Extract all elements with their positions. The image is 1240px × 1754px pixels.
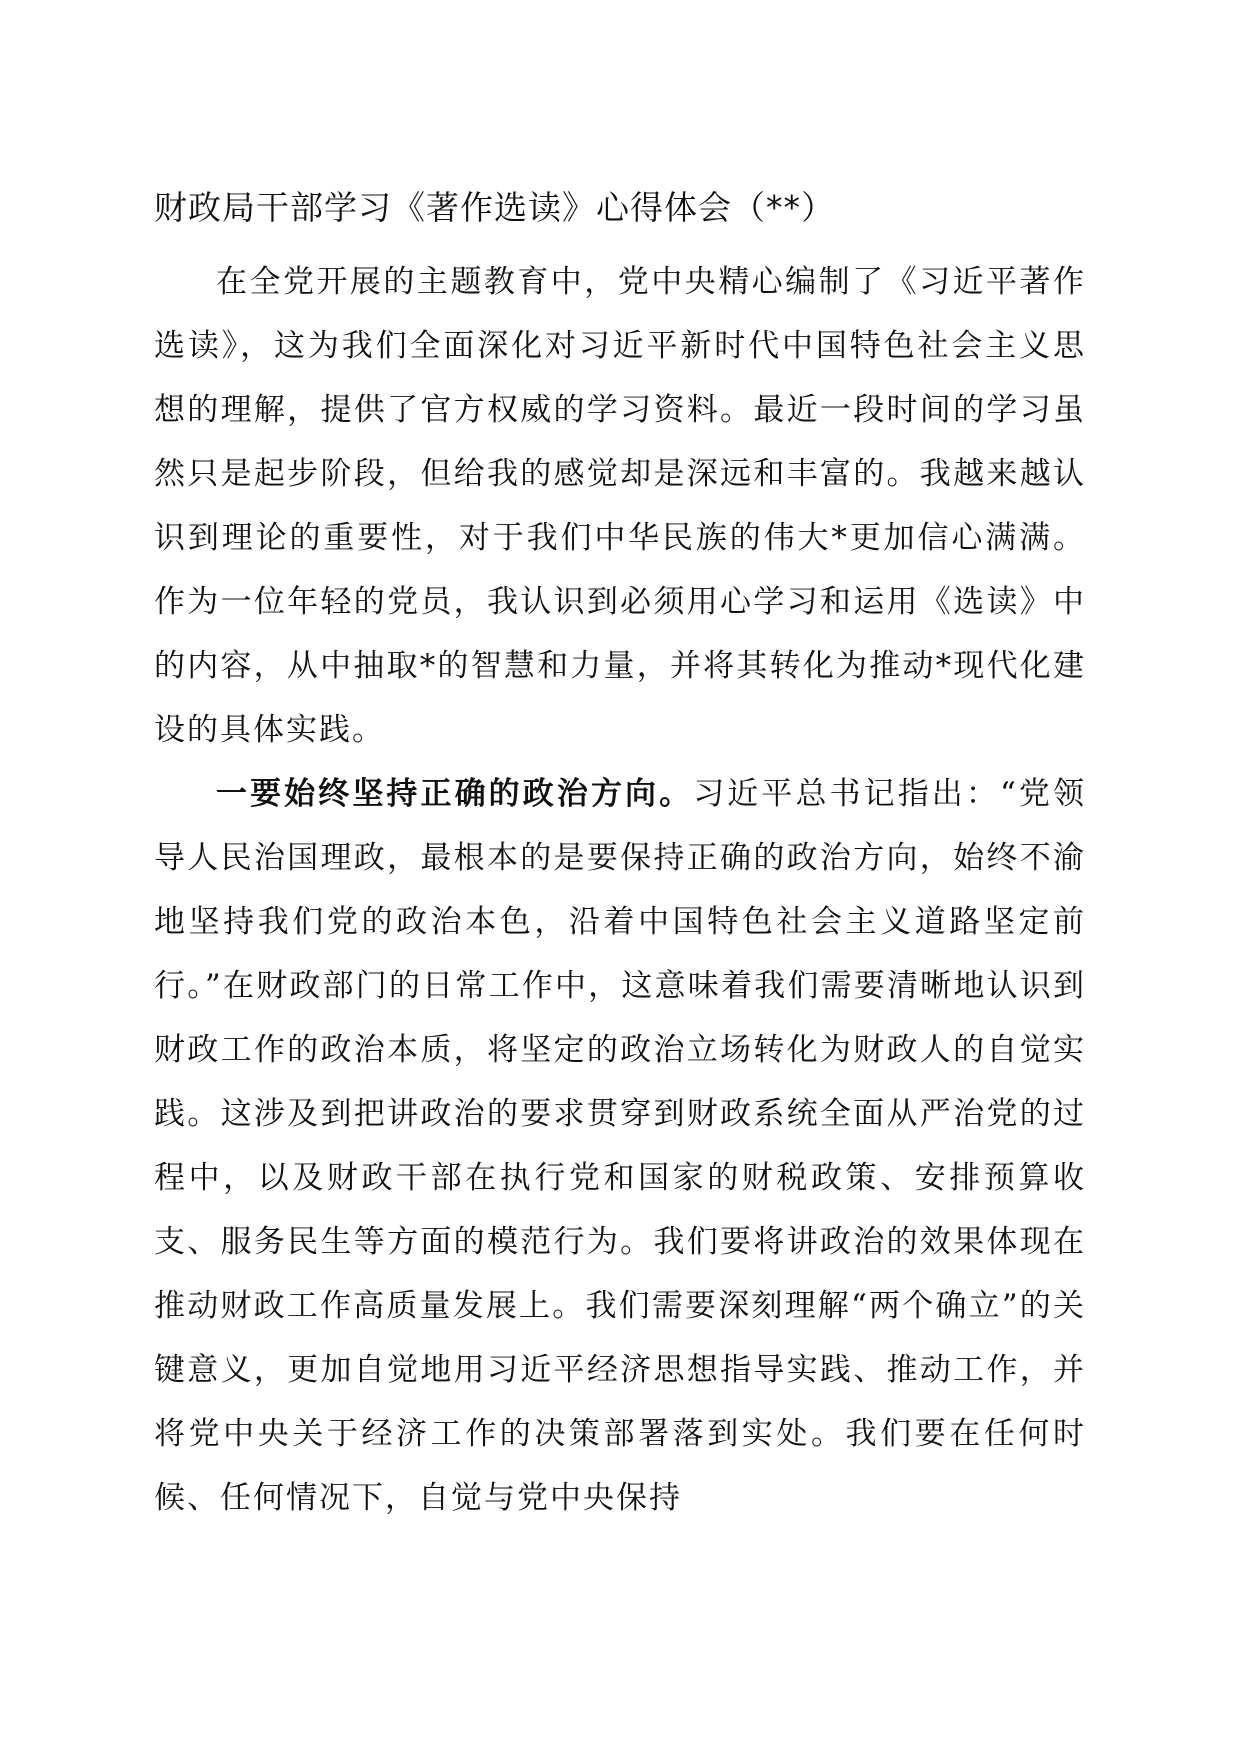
section-heading-inline: 一要始终坚持正确的政治方向。 bbox=[216, 776, 694, 812]
paragraph-text: 习近平总书记指出：“党领导人民治国理政，最根本的是要保持正确的政治方向，始终不渝地坚持我们党的政治本色，沿着中国特色社会主义道路坚定前行。”在财政部门的日常工作中，这意味着我们需要清晰地认识到财政工作的政治本质，将坚定的政治立场转化为财政人的自觉实践。这涉及到把讲政治的要求贯穿到财政系统全面从严治党的过程中，以及财政干部在执行党和国家的财税政策、安排预算收支、服务民生等方面的模范行为。我们要将讲政治的效果体现在推动财政工作高质量发展上。我们需要深刻理解“两个确立”的关键意义，更加自觉地用习近平经济思想指导实践、推动工作，并将党中央关于经济工作的决策部署落到实处。我们要在任何时候、任何情况下，自觉与党中央保持 bbox=[154, 776, 1086, 1516]
intro-paragraph bbox=[154, 250, 1086, 762]
document-body bbox=[154, 250, 1086, 1530]
section-one-paragraph bbox=[154, 762, 1086, 1530]
paragraph-text: 在全党开展的主题教育中，党中央精心编制了《习近平著作选读》，这为我们全面深化对习近平新时代中国特色社会主义思想的理解，提供了官方权威的学习资料。最近一段时间的学习虽然只是起步阶段，但给我的感觉却是深远和丰富的。我越来越认识到理论的重要性，对于我们中华民族的伟大*更加信心满满。作为一位年轻的党员，我认识到必须用心学习和运用《选读》中的内容，从中抽取*的智慧和力量，并将其转化为推动*现代化建设的具体实践。 bbox=[154, 264, 1086, 748]
document-title: 财政局干部学习《著作选读》心得体会（**） bbox=[154, 188, 835, 227]
